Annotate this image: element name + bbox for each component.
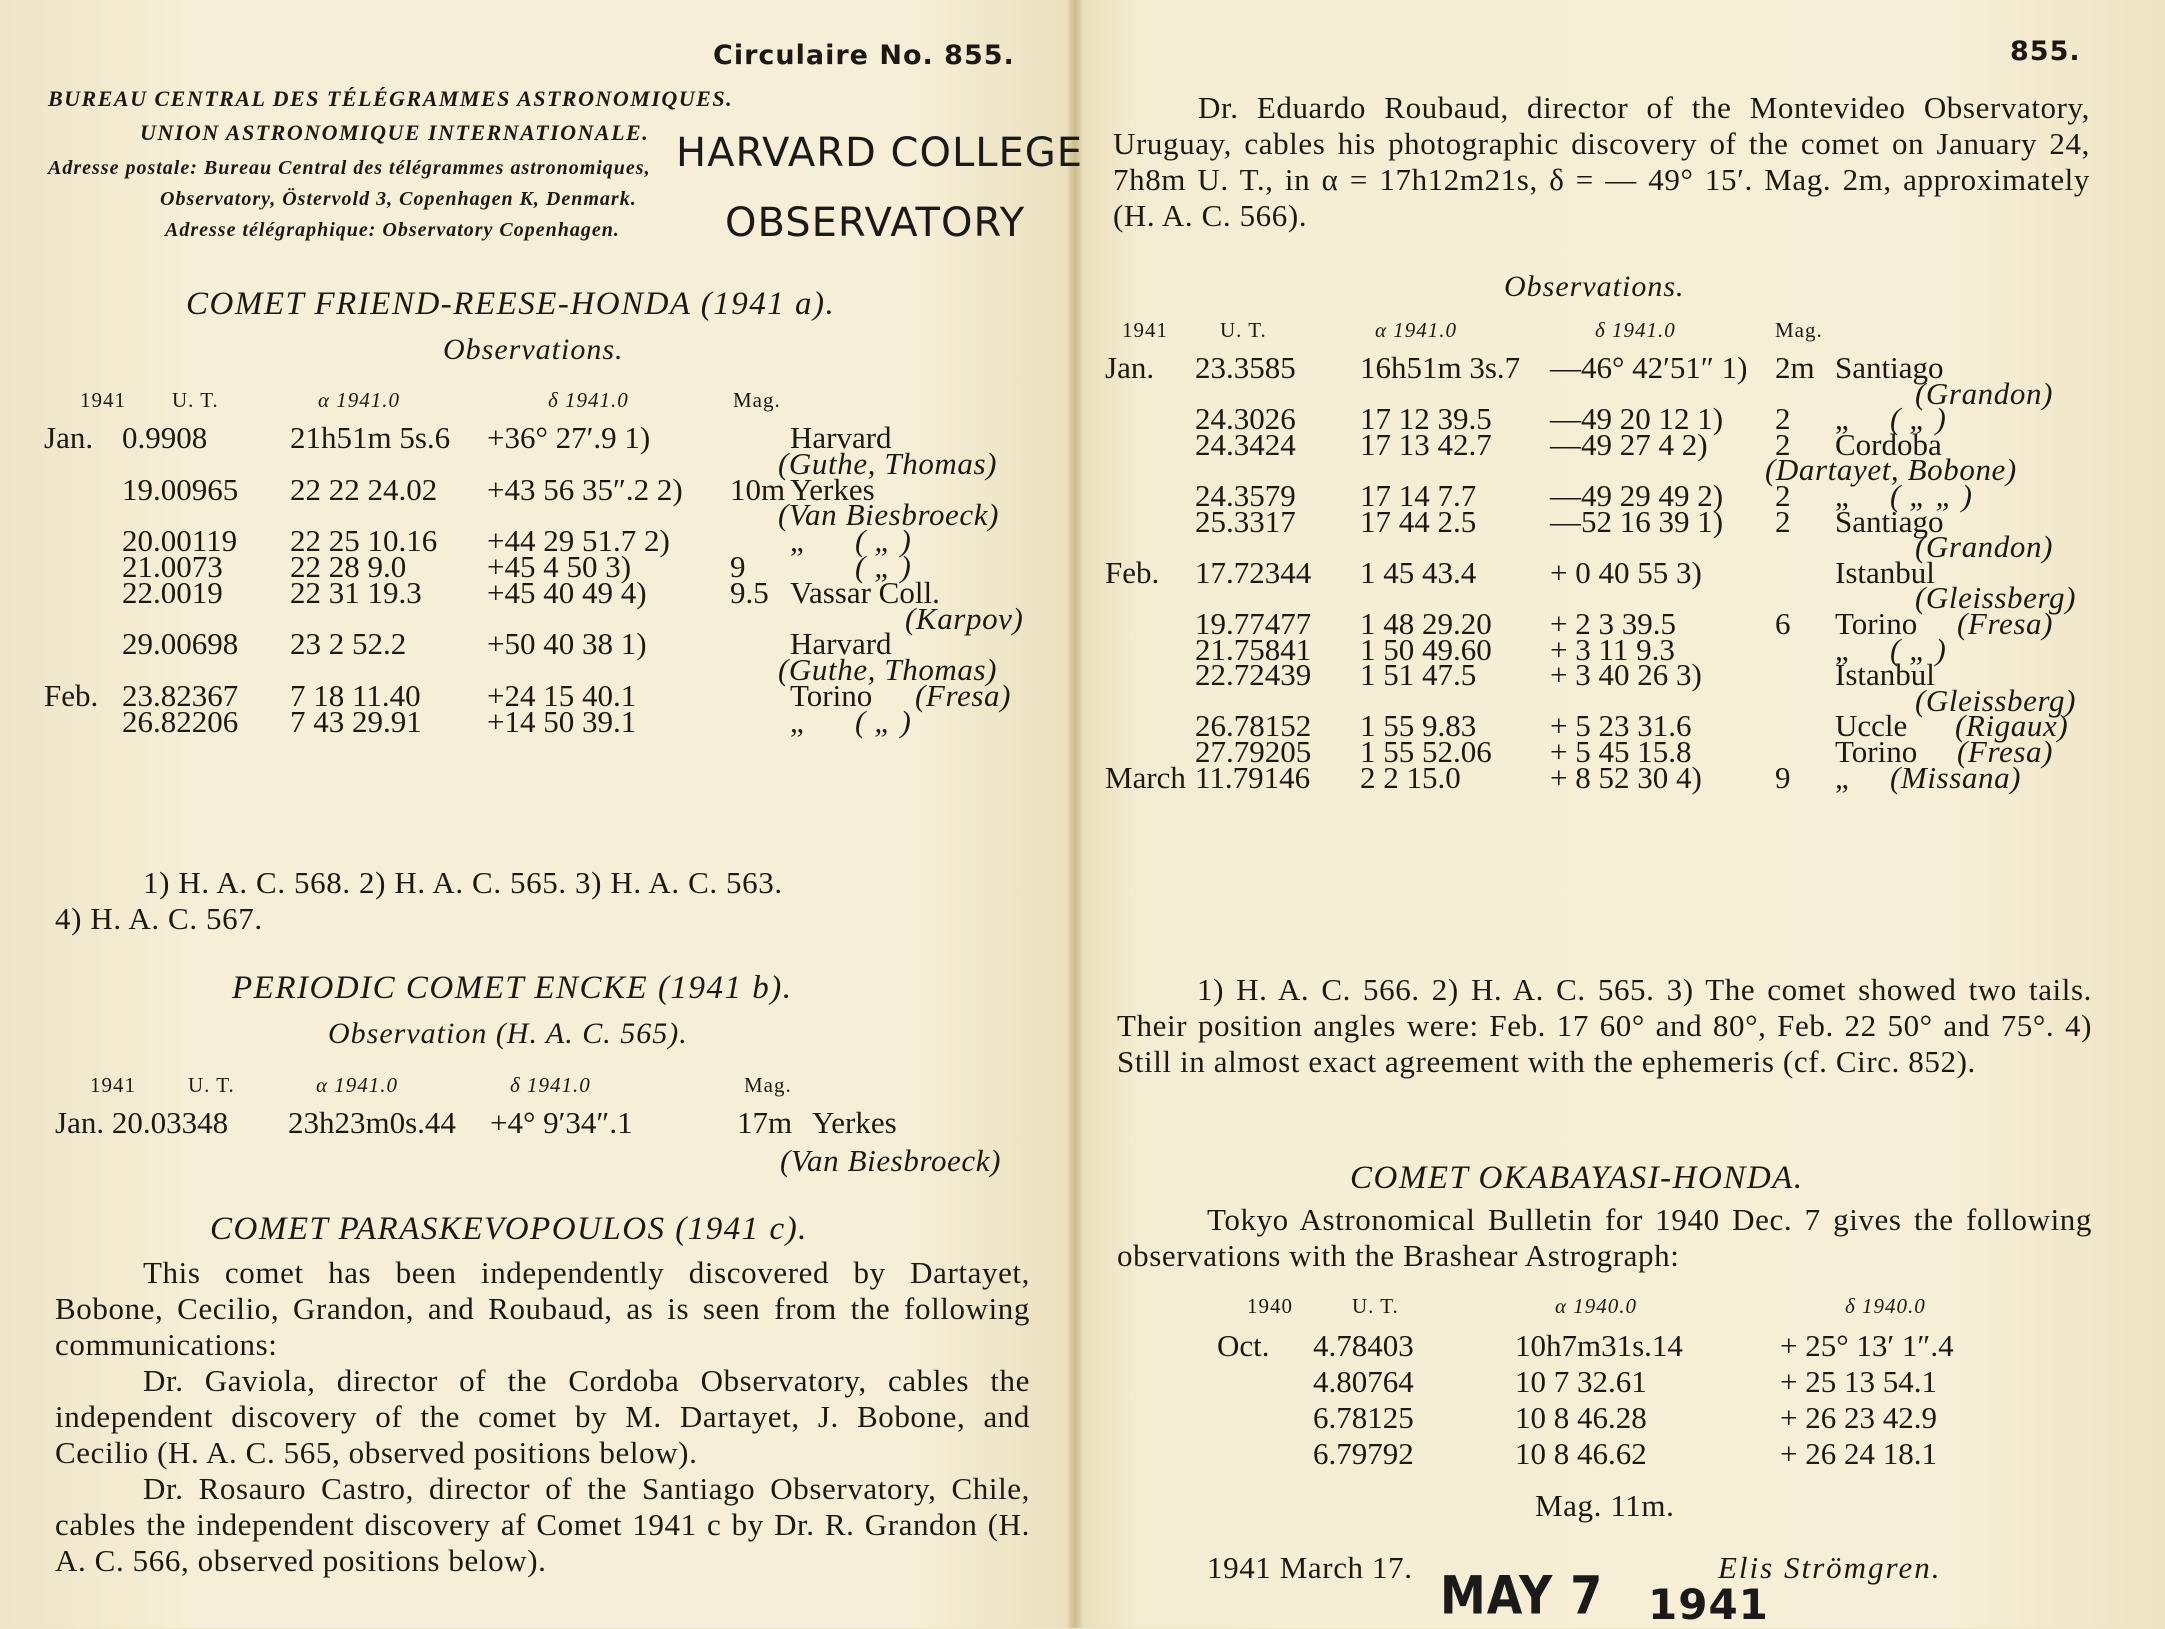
- cell-mon: Oct.: [1217, 1328, 1270, 1363]
- cell-observer: (Fresa): [915, 678, 1012, 713]
- cell-dec: —46° 42′51″ 1): [1550, 350, 1748, 385]
- cell-ut: 29.00698: [122, 626, 239, 662]
- street-address: Observatory, Östervold 3, Copenhagen K, Denmark.: [160, 188, 637, 210]
- cell-observer: ( „ „ ): [1890, 478, 1973, 513]
- received-stamp-date: MAY 7: [1440, 1563, 1604, 1627]
- encke-subtitle: Observation (H. A. C. 565).: [328, 1017, 688, 1050]
- paragraph-roubaud: Dr. Eduardo Roubaud, director of the Montevideo Observatory, Uruguay, cables his photographic discovery of the comet on January 24, 7h8m U. T., in α = 17h12m21s, δ = — 49° 15′. Mag. 2m, approximately (H. A. C. 566).: [1113, 90, 2090, 233]
- cell-obs: Harvard: [790, 420, 892, 455]
- okabayasi-table-header: [1075, 1294, 2155, 1322]
- cell-ut: 24.3579: [1195, 478, 1296, 513]
- cell-ra: 21h51m 5s.6: [290, 420, 451, 455]
- cell-mon: Jan.: [44, 420, 94, 455]
- col-dec: δ 1941.0: [510, 1073, 591, 1097]
- cell-ut: 23.3585: [1195, 350, 1296, 385]
- encke-row: [0, 1105, 1070, 1145]
- cell-dec: + 0 40 55 3): [1550, 554, 1702, 590]
- cell-dec: —49 27 4 2): [1550, 426, 1708, 462]
- cell-ut: 4.80764: [1313, 1364, 1414, 1399]
- cell-ut: 19.00965: [122, 471, 239, 507]
- table-row: [1075, 1400, 2155, 1440]
- cell-obs: „: [1835, 631, 1849, 667]
- footnotes-line2: 4) H. A. C. 567.: [55, 901, 263, 936]
- cell-observer: ( „ ): [855, 703, 912, 739]
- magnitude-line: Mag. 11m.: [1535, 1488, 1675, 1523]
- cell-dec: +45 40 49 4): [487, 574, 647, 610]
- cell-observer: ( „ ): [1890, 631, 1947, 667]
- cell-obs: „: [1835, 478, 1849, 513]
- cell-observer: (Karpov): [905, 600, 1024, 636]
- cell-observer: (Guthe, Thomas): [778, 652, 998, 688]
- cell-ut: 24.3424: [1195, 426, 1296, 462]
- circular-number: Circulaire No. 855.: [713, 40, 1015, 71]
- section-title-paraskevopoulos: COMET PARASKEVOPOULOS (1941 c).: [210, 1211, 808, 1247]
- cell-observer: (Fresa): [1957, 606, 2054, 641]
- cell-ra: 1 45 43.4: [1360, 554, 1477, 590]
- cell-ra: 10 8 46.62: [1515, 1436, 1647, 1471]
- cell-ra: 17 12 39.5: [1360, 401, 1492, 437]
- cell-dec: —49 20 12 1): [1550, 401, 1724, 437]
- cell-obs: Yerkes: [790, 471, 875, 507]
- cell-obs: Santiago: [1835, 503, 1944, 539]
- cell-observer: (Gleissberg): [1915, 580, 2077, 616]
- encke-observer: (Van Biesbroeck): [780, 1143, 1002, 1178]
- cell-observer: (Gleissberg): [1915, 682, 2077, 718]
- cell-obs: Uccle: [1835, 708, 1908, 744]
- col-year: 1941: [90, 1073, 136, 1097]
- col-ut: U. T.: [1352, 1294, 1399, 1318]
- cell-mag: 2: [1775, 478, 1791, 513]
- table-header-right: [1075, 318, 2155, 346]
- cell-ut: 26.82206: [122, 703, 239, 739]
- cell-ra: 17 14 7.7: [1360, 478, 1477, 513]
- cell-ra: 7 43 29.91: [290, 703, 422, 739]
- col-mag: Mag.: [744, 1073, 792, 1097]
- cell-obs: Istanbul: [1835, 657, 1935, 693]
- cell-obs: „: [1835, 759, 1849, 795]
- cell-ut: 6.79792: [1313, 1436, 1414, 1471]
- telegraph-address: Adresse télégraphique: Observatory Copenhagen.: [165, 219, 620, 241]
- section-title-friend-reese-honda: COMET FRIEND-REESE-HONDA (1941 a).: [186, 286, 836, 322]
- cell-observer: (Dartayet, Bobone): [1765, 452, 2017, 488]
- bureau-header: BUREAU CENTRAL DES TÉLÉGRAMMES ASTRONOMIQUES.: [48, 86, 734, 111]
- cell-ra: 22 31 19.3: [290, 574, 422, 610]
- cell-dec: +14 50 39.1: [487, 703, 637, 739]
- cell-dec: +36° 27′.9 1): [487, 420, 651, 455]
- cell-ra: 22 22 24.02: [290, 471, 438, 507]
- col-mag: Mag.: [1775, 318, 1823, 342]
- cell-ut: 6.78125: [1313, 1400, 1414, 1435]
- cell-ra: 2 2 15.0: [1360, 759, 1461, 795]
- cell-date: Jan. 20.03348: [55, 1105, 229, 1140]
- cell-observer: (Grandon): [1915, 375, 2053, 411]
- cell-obs: Cordoba: [1835, 426, 1942, 462]
- cell-observer: (Grandon): [1915, 529, 2053, 565]
- cell-ra: 17 44 2.5: [1360, 503, 1477, 539]
- cell-mag: 2: [1775, 426, 1791, 462]
- cell-mag: 9.5: [730, 574, 769, 610]
- cell-ra: 10 8 46.28: [1515, 1400, 1647, 1435]
- cell-dec: +45 4 50 3): [487, 549, 632, 584]
- cell-mag: 10m: [730, 471, 786, 507]
- cell-mag: 2: [1775, 401, 1791, 437]
- section-title-encke: PERIODIC COMET ENCKE (1941 b).: [232, 970, 793, 1006]
- signature: Elis Strömgren.: [1718, 1550, 1942, 1585]
- section-title-okabayasi-honda: COMET OKABAYASI-HONDA.: [1350, 1160, 1804, 1196]
- cell-observer: (Missana): [1890, 759, 2022, 795]
- cell-mon: Feb.: [44, 678, 99, 713]
- cell-obs: Torino: [790, 678, 873, 713]
- received-stamp-year: 1941: [1648, 1580, 1769, 1629]
- cell-dec: —52 16 39 1): [1550, 503, 1724, 539]
- stamp-observatory: OBSERVATORY: [725, 200, 1026, 246]
- col-ra: α 1941.0: [1375, 318, 1458, 342]
- postal-address: Adresse postale: Bureau Central des télégrammes astronomiques,: [48, 157, 651, 179]
- col-ra: α 1940.0: [1555, 1294, 1638, 1318]
- cell-dec: + 5 23 31.6: [1550, 708, 1692, 744]
- union-header: UNION ASTRONOMIQUE INTERNATIONALE.: [140, 120, 650, 145]
- footnotes-right: 1) H. A. C. 566. 2) H. A. C. 565. 3) The comet showed two tails. Their position angles were: Feb. 17 60° and 80°, Feb. 22 50° and 75°. 4) Still in almost exact agreement with the ephemeris (cf. Circ. 852).: [1117, 972, 2092, 1079]
- cell-observatory: Yerkes: [812, 1105, 897, 1140]
- cell-observer: ( „ ): [855, 549, 912, 584]
- cell-observer: (Rigaux): [1955, 708, 2069, 744]
- encke-table-header: [0, 1073, 1070, 1101]
- cell-ut: 22.72439: [1195, 657, 1312, 693]
- col-year: 1940: [1247, 1294, 1293, 1318]
- table-row: [1075, 1364, 2155, 1404]
- cell-mon: March: [1105, 759, 1186, 795]
- cell-dec: + 26 23 42.9: [1780, 1400, 1937, 1435]
- cell-ra: 1 55 52.06: [1360, 734, 1492, 769]
- col-mag: Mag.: [733, 388, 781, 412]
- cell-ut: 17.72344: [1195, 554, 1312, 590]
- page-number: 855.: [2010, 36, 2081, 67]
- dateline: 1941 March 17.: [1207, 1550, 1413, 1585]
- cell-ra: 1 55 9.83: [1360, 708, 1477, 744]
- col-ut: U. T.: [172, 388, 219, 412]
- stamp-harvard-college: HARVARD COLLEGE: [676, 130, 1084, 176]
- cell-mag: 2m: [1775, 350, 1815, 385]
- paragraph-tokyo: Tokyo Astronomical Bulletin for 1940 Dec. 7 gives the following observations with the Brashear Astrograph:: [1117, 1202, 2092, 1273]
- cell-ut: 24.3026: [1195, 401, 1296, 437]
- cell-dec: + 26 24 18.1: [1780, 1436, 1937, 1471]
- paragraph-santiago: Dr. Rosauro Castro, director of the Santiago Observatory, Chile, cables the independent discovery af Comet 1941 c by Dr. R. Grandon (H. A. C. 566, observed positions below).: [55, 1471, 1030, 1578]
- cell-ra: 23h23m0s.44: [288, 1105, 456, 1140]
- observations-subtitle-right: Observations.: [1504, 270, 1685, 303]
- cell-dec: + 5 45 15.8: [1550, 734, 1692, 769]
- cell-mag: 6: [1775, 606, 1791, 641]
- cell-obs: Vassar Coll.: [790, 574, 940, 610]
- cell-obs: Harvard: [790, 626, 892, 662]
- col-dec: δ 1941.0: [1595, 318, 1676, 342]
- cell-mag: 9: [730, 549, 746, 584]
- table-row: [1075, 1328, 2155, 1368]
- cell-dec: + 8 52 30 4): [1550, 759, 1702, 795]
- cell-obs: Torino: [1835, 606, 1918, 641]
- cell-ut: 0.9908: [122, 420, 208, 455]
- cell-ra: 10h7m31s.14: [1515, 1328, 1683, 1363]
- cell-ut: 26.78152: [1195, 708, 1312, 744]
- cell-ut: 22.0019: [122, 574, 223, 610]
- col-ut: U. T.: [1220, 318, 1267, 342]
- cell-obs: „: [790, 523, 804, 559]
- cell-mag: 17m: [737, 1105, 793, 1140]
- cell-obs: Santiago: [1835, 350, 1944, 385]
- cell-ut: 27.79205: [1195, 734, 1312, 769]
- cell-ra: 16h51m 3s.7: [1360, 350, 1521, 385]
- cell-obs: Istanbul: [1835, 554, 1935, 590]
- cell-ut: 21.0073: [122, 549, 223, 584]
- cell-dec: + 25° 13′ 1″.4: [1780, 1328, 1954, 1363]
- cell-dec: —49 29 49 2): [1550, 478, 1724, 513]
- col-year: 1941: [1122, 318, 1168, 342]
- cell-mon: Jan.: [1105, 350, 1155, 385]
- paragraph-discovery: This comet has been independently discovered by Dartayet, Bobone, Cecilio, Grandon, and Roubaud, as is seen from the following communications:: [55, 1255, 1030, 1362]
- cell-mag: 9: [1775, 759, 1791, 795]
- col-year: 1941: [80, 388, 126, 412]
- cell-obs: „: [790, 703, 804, 739]
- col-ra: α 1941.0: [318, 388, 401, 412]
- cell-obs: „: [1835, 401, 1849, 437]
- cell-observer: (Van Biesbroeck): [778, 497, 1000, 533]
- col-dec: δ 1941.0: [548, 388, 629, 412]
- cell-observer: (Fresa): [1957, 734, 2054, 769]
- cell-ra: 1 51 47.5: [1360, 657, 1477, 693]
- cell-ut: 21.75841: [1195, 631, 1312, 667]
- cell-ra: 23 2 52.2: [290, 626, 407, 662]
- cell-ra: 10 7 32.61: [1515, 1364, 1647, 1399]
- table-row: [1075, 1436, 2155, 1476]
- cell-observer: ( „ ): [1890, 401, 1947, 437]
- paragraph-cordoba: Dr. Gaviola, director of the Cordoba Observatory, cables the independent discovery of the comet by M. Dartayet, J. Bobone, and Cecilio (H. A. C. 565, observed positions below).: [55, 1363, 1030, 1470]
- col-ut: U. T.: [188, 1073, 235, 1097]
- cell-mon: Feb.: [1105, 554, 1160, 590]
- cell-dec: +24 15 40.1: [487, 678, 637, 713]
- cell-ra: 7 18 11.40: [290, 678, 421, 713]
- cell-mag: 2: [1775, 503, 1791, 539]
- cell-ut: 23.82367: [122, 678, 239, 713]
- cell-dec: +50 40 38 1): [487, 626, 647, 662]
- cell-dec: +44 29 51.7 2): [487, 523, 670, 559]
- cell-ut: 25.3317: [1195, 503, 1296, 539]
- col-ra: α 1941.0: [316, 1073, 399, 1097]
- table-header: [0, 388, 1070, 416]
- cell-ra: 1 48 29.20: [1360, 606, 1492, 641]
- cell-dec: + 25 13 54.1: [1780, 1364, 1937, 1399]
- cell-observer: ( „ ): [855, 523, 912, 559]
- cell-observer: (Guthe, Thomas): [778, 445, 998, 481]
- observations-subtitle: Observations.: [443, 333, 624, 366]
- footnotes-line1: 1) H. A. C. 568. 2) H. A. C. 565. 3) H. A. C. 563.: [143, 865, 783, 900]
- cell-dec: +4° 9′34″.1: [490, 1105, 633, 1140]
- cell-ra: 22 28 9.0: [290, 549, 407, 584]
- col-dec: δ 1940.0: [1845, 1294, 1926, 1318]
- cell-dec: +43 56 35″.2 2): [487, 471, 683, 507]
- cell-dec: + 2 3 39.5: [1550, 606, 1676, 641]
- cell-ut: 4.78403: [1313, 1328, 1414, 1363]
- cell-ra: 22 25 10.16: [290, 523, 438, 559]
- cell-dec: + 3 11 9.3: [1550, 631, 1675, 667]
- cell-ra: 17 13 42.7: [1360, 426, 1492, 462]
- cell-dec: + 3 40 26 3): [1550, 657, 1702, 693]
- cell-obs: Torino: [1835, 734, 1918, 769]
- cell-ra: 1 50 49.60: [1360, 631, 1492, 667]
- cell-ut: 11.79146: [1195, 759, 1311, 795]
- cell-ut: 20.00119: [122, 523, 238, 559]
- cell-ut: 19.77477: [1195, 606, 1312, 641]
